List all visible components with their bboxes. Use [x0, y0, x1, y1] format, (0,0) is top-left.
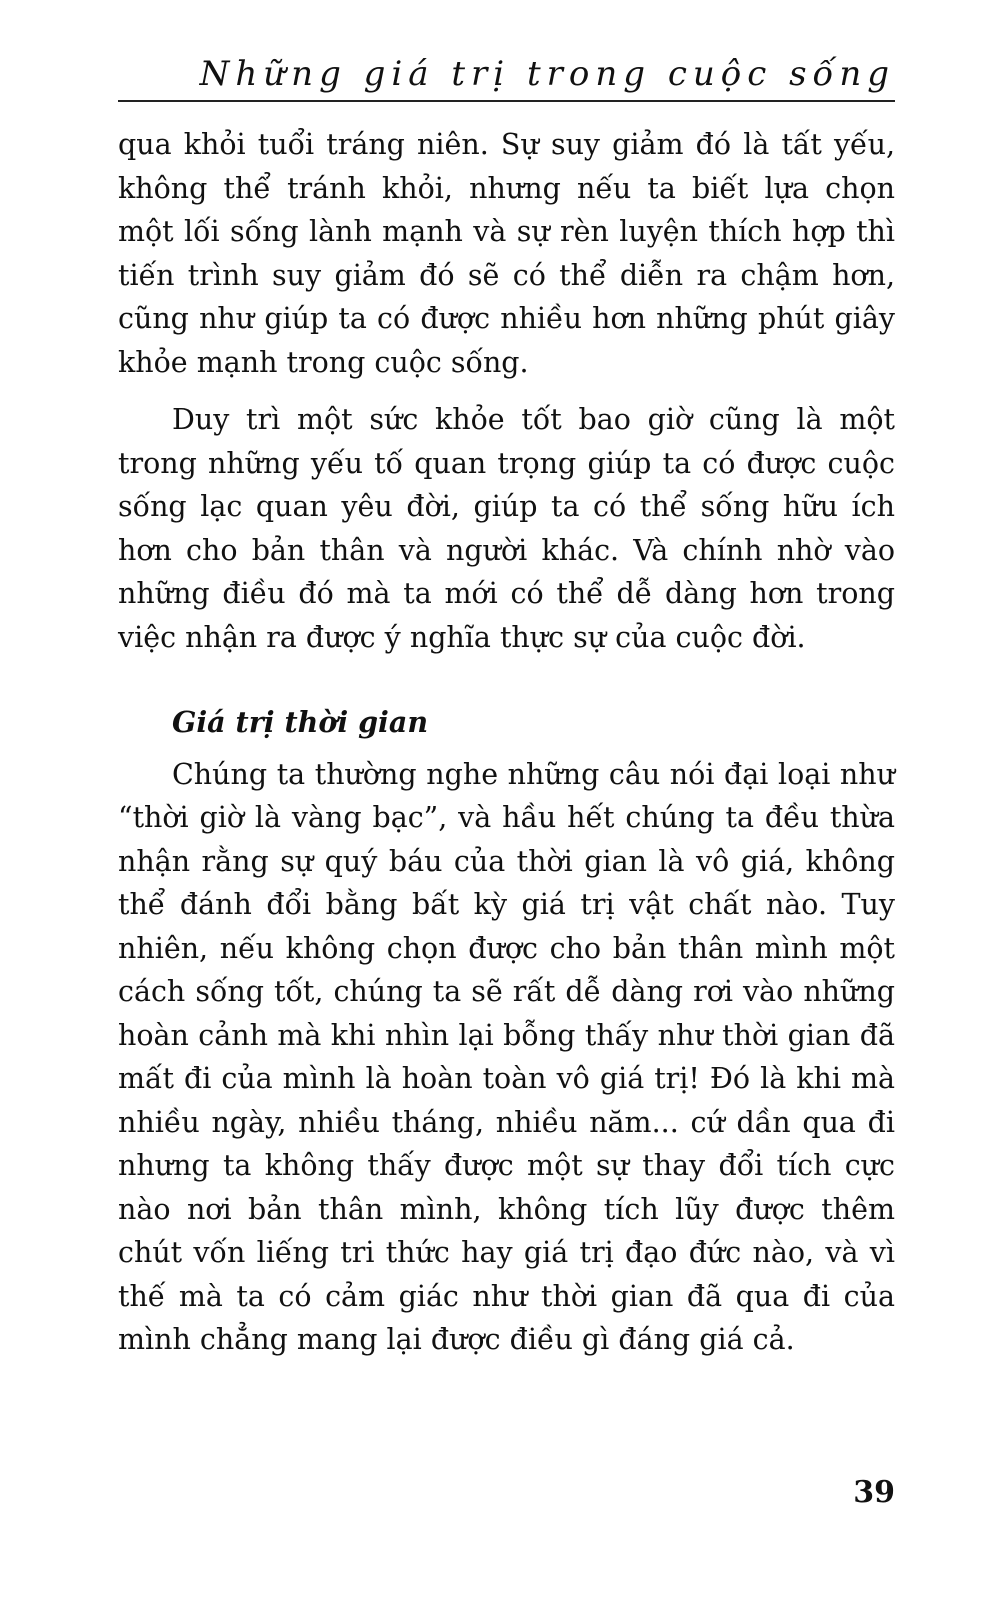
paragraph-time-value: Chúng ta thường nghe những câu nói đại loại như “thời giờ là vàng bạc”, và hầu hết chúng ta đều thừa nhận rằng sự quý báu của thời gian là vô giá, không thể đánh đổi bằng bất kỳ giá trị vật chất nào. Tuy nhiên, nếu không chọn được cho bản thân mình một cách sống tốt, chúng ta sẽ rất dễ dàng rơi vào những hoàn cảnh mà khi nhìn lại bỗng thấy như thời gian đã mất đi của mình là hoàn toàn vô giá trị! Đó là khi mà nhiều ngày, nhiều tháng, nhiều năm... cứ dần qua đi nhưng ta không thấy được một sự thay đổi tích cực nào nơi bản thân mình, không tích lũy được thêm chút vốn liếng tri thức hay giá trị đạo đức nào, và vì thế mà ta có cảm giác như thời gian đã qua đi của mình chẳng mang lại được điều gì đáng giá cả. [118, 757, 895, 1356]
header-divider [118, 100, 895, 102]
page-body [118, 123, 895, 1362]
paragraph-health: Duy trì một sức khỏe tốt bao giờ cũng là một trong những yếu tố quan trọng giúp ta có được cuộc sống lạc quan yêu đời, giúp ta có thể sống hữu ích hơn cho bản thân và người khác. Và chính nhờ vào những điều đó mà ta mới có thể dễ dàng hơn trong việc nhận ra được ý nghĩa thực sự của cuộc đời. [118, 403, 895, 654]
paragraph-continued: qua khỏi tuổi tráng niên. Sự suy giảm đó là tất yếu, không thể tránh khỏi, nhưng nếu ta biết lựa chọn một lối sống lành mạnh và sự rèn luyện thích hợp thì tiến trình suy giảm đó sẽ có thể diễn ra chậm hơn, cũng như giúp ta có được nhiều hơn những phút giây khỏe mạnh trong cuộc sống. [118, 128, 895, 379]
section-heading: Giá trị thời gian [172, 705, 429, 739]
page-number: 39 [853, 1475, 895, 1510]
running-header-title: Những giá trị trong cuộc sống [199, 54, 895, 94]
